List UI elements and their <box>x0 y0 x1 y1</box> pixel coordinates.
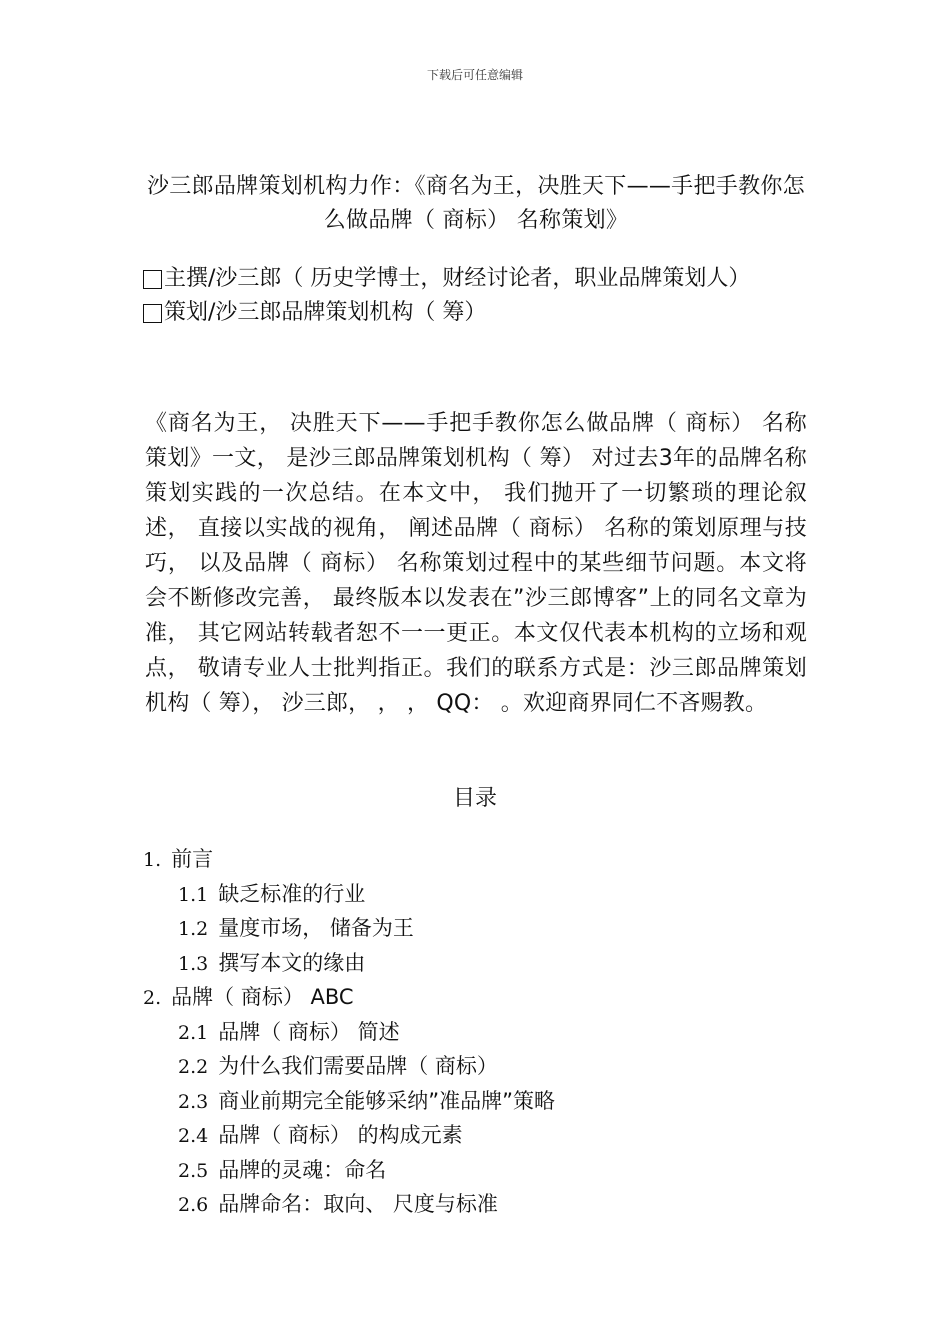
toc-item-text: 撰写本文的缘由 <box>218 950 366 975</box>
credit-planner <box>143 296 823 330</box>
document-title: 沙三郎品牌策划机构力作：《商名为王，决胜天下——手把手教你怎么做品牌（ 商标） 名称策划》 <box>146 174 805 233</box>
toc-heading: 目录 <box>452 786 497 811</box>
toc-item-text: 品牌的灵魂：命名 <box>218 1157 387 1182</box>
toc-item <box>143 911 823 946</box>
toc-item-number: 1.2 <box>178 918 209 940</box>
toc-item-number: 2.6 <box>178 1194 209 1216</box>
toc-item <box>143 1118 823 1153</box>
toc-item-text: 量度市场， 储备为王 <box>218 916 414 940</box>
toc-item <box>143 1049 823 1084</box>
toc-item-text: 品牌（ 商标） ABC <box>171 985 354 1009</box>
checkbox-icon <box>143 304 162 323</box>
credit-author-label: 主撰/沙三郎（ 历史学博士，财经讨论者，职业品牌策划人） <box>164 266 751 291</box>
toc-item-text: 缺乏标准的行业 <box>218 881 366 906</box>
toc-item-text: 商业前期完全能够采纳”准品牌”策略 <box>218 1088 555 1113</box>
toc-item <box>143 946 823 981</box>
credit-author <box>143 262 823 296</box>
toc-item-number: 2.2 <box>178 1056 209 1078</box>
toc-item <box>143 1084 823 1119</box>
toc-item <box>143 842 823 877</box>
toc-item <box>143 1015 823 1050</box>
toc-item-text: 前言 <box>171 847 214 871</box>
toc-item-text: 品牌（ 商标） 的构成元素 <box>218 1123 463 1147</box>
toc-item-text: 品牌命名：取向、 尺度与标准 <box>218 1192 498 1216</box>
toc-item-text: 为什么我们需要品牌（ 商标） <box>218 1054 498 1078</box>
toc-item-number: 2.4 <box>178 1125 209 1147</box>
toc-item <box>143 980 823 1015</box>
table-of-contents <box>143 842 823 1222</box>
credits-block <box>143 262 823 330</box>
toc-item-text: 品牌（ 商标） 简述 <box>218 1019 400 1044</box>
toc-item-number: 2.1 <box>178 1021 209 1044</box>
checkbox-icon <box>143 270 162 289</box>
toc-item-number: 2.3 <box>178 1090 209 1113</box>
toc-item-number: 1.1 <box>178 883 209 906</box>
toc-item <box>143 1153 823 1188</box>
toc-item <box>143 877 823 912</box>
intro-paragraph: 《商名为王， 决胜天下——手把手教你怎么做品牌（ 商标） 名称策划》一文， 是沙三郎品牌策划机构（ 筹） 对过去3年的品牌名称策划实践的一次总结。在本文中， 我们抛开了一切繁琐的理论叙述， 直接以实战的视角， 阐述品牌（ 商标） 名称的策划原理与技巧， 以及品牌（ 商标） 名称策划过程中的某些细节问题。本文将会不断修改完善， 最终版本以发表在”沙三郎博客”上的同名文章为准， 其它网站转载者恕不一一更正。本文仅代表本机构的立场和观点， 敬请专业人士批判指正。我们的联系方式是：沙三郎品牌策划机构（ 筹）， 沙三郎， ， ， QQ： 。欢迎商界同仁不吝赐教。 <box>145 411 807 716</box>
toc-item <box>143 1187 823 1222</box>
toc-item-number: 1. <box>143 849 162 871</box>
toc-item-number: 1.3 <box>178 952 209 975</box>
header-note: 下载后可任意编辑 <box>426 68 523 82</box>
credit-planner-label: 策划/沙三郎品牌策划机构（ 筹） <box>164 300 487 325</box>
toc-item-number: 2. <box>143 987 162 1009</box>
toc-item-number: 2.5 <box>178 1159 209 1182</box>
